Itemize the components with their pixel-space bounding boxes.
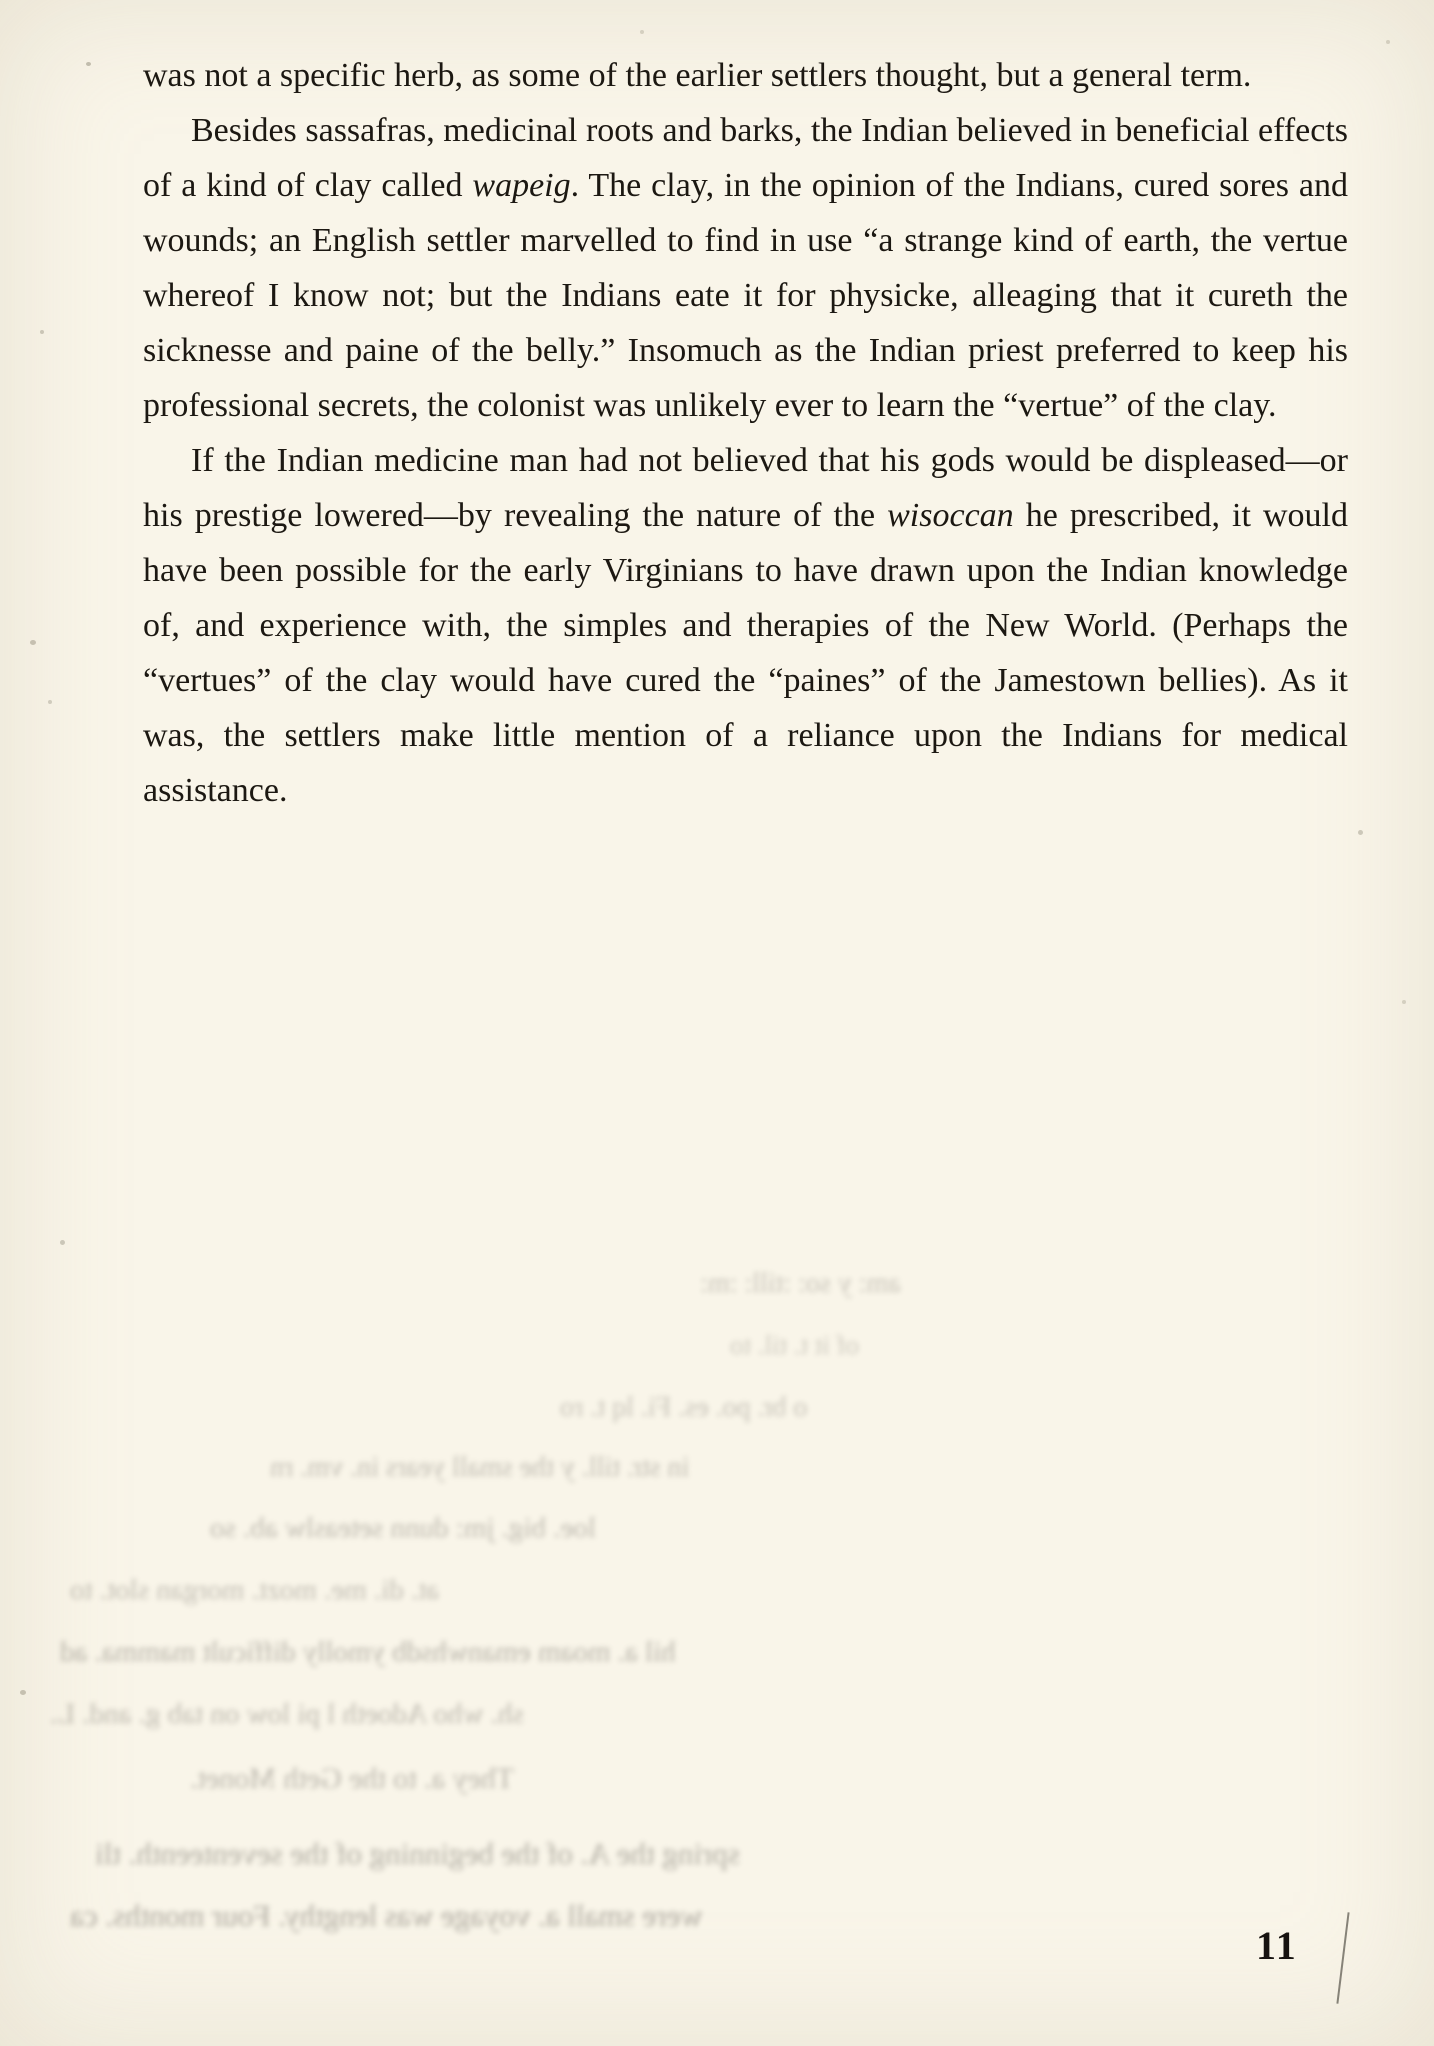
scan-speckle xyxy=(20,1690,26,1695)
bleedthrough-text-line: were small a. voyage was lengthy. Four months. ca xyxy=(70,1898,703,1933)
paragraph-2-text-a: Besides sassafras, medicinal roots and barks, the Indian believed in beneficial effects of a kind of clay called xyxy=(143,112,1348,204)
scan-speckle xyxy=(640,30,644,34)
scan-speckle xyxy=(1402,1000,1406,1004)
bleedthrough-text-line: in str. till. y the small years in. vm. rn xyxy=(270,1452,690,1483)
paragraph-3-text-b: he prescribed, it would have been possible for the early Virginians to have drawn upon the Indian knowledge of, and experience with, the simples and therapies of the New World. (Perhaps the “vertues” of the clay would have cured the “paines” of the Jamestown bellies). As it was, the settlers make little mention of a reliance upon the Indians for medical assistance. xyxy=(143,497,1348,809)
page-number: 11 xyxy=(1256,1923,1298,1968)
scan-speckle xyxy=(30,640,36,645)
paragraph-3 xyxy=(143,433,1348,818)
bleedthrough-text-line: at. di. me. mozt. morgan slot. to xyxy=(70,1574,440,1606)
scan-speckle xyxy=(1358,830,1363,835)
paragraph-2-text-b: . The clay, in the opinion of the Indians, cured sores and wounds; an English settler marvelled to find in use “a strange kind of earth, the vertue whereof I know not; but the Indians eate it for physicke, alleaging that it cureth the sicknesse and paine of the belly.” Insomuch as the Indian priest preferred to keep his professional secrets, the colonist was unlikely ever to learn the “vertue” of the clay. xyxy=(143,167,1348,424)
page-text xyxy=(143,48,1348,818)
paragraph-2 xyxy=(143,103,1348,433)
bleedthrough-text-line: o br. po. es. Fi. lq t. ro xyxy=(560,1392,808,1423)
paragraph-1-text: was not a specific herb, as some of the earlier settlers thought, but a general term. xyxy=(143,57,1252,94)
italic-term-wisoccan: wisoccan xyxy=(887,497,1014,534)
bleedthrough-text-line: hil a. moam emanwhsdb ymolly difficult mamma. ad xyxy=(60,1636,676,1668)
bleedthrough-text-line: They a. to the Geth Monet. xyxy=(190,1762,515,1795)
paragraph-3-text-a: If the Indian medicine man had not believed that his gods would be displeased—or his prestige lowered—by revealing the nature of the xyxy=(143,442,1348,534)
scan-speckle xyxy=(86,62,91,66)
italic-term-wapeig: wapeig xyxy=(472,167,571,204)
scan-speckle xyxy=(48,700,52,704)
paragraph-1 xyxy=(143,48,1348,103)
bleedthrough-text-line: sh. who Adoeth l pi low on tab g. and. L. xyxy=(50,1698,524,1730)
bleedthrough-text-line: of it t. til. to xyxy=(730,1330,860,1360)
scan-artifact-line xyxy=(1336,1912,1349,2004)
bleedthrough-text-line: loe. big. jm: dunn seteaslw ab. so xyxy=(210,1512,596,1544)
scan-speckle xyxy=(40,330,44,334)
scan-speckle xyxy=(1386,40,1390,44)
bleedthrough-text-line: spring the A. of the beginning of the seventeenth. tli xyxy=(95,1836,740,1871)
scan-speckle xyxy=(60,1240,65,1245)
bleedthrough-text-line: am: y so: :till: :m: xyxy=(700,1268,901,1299)
